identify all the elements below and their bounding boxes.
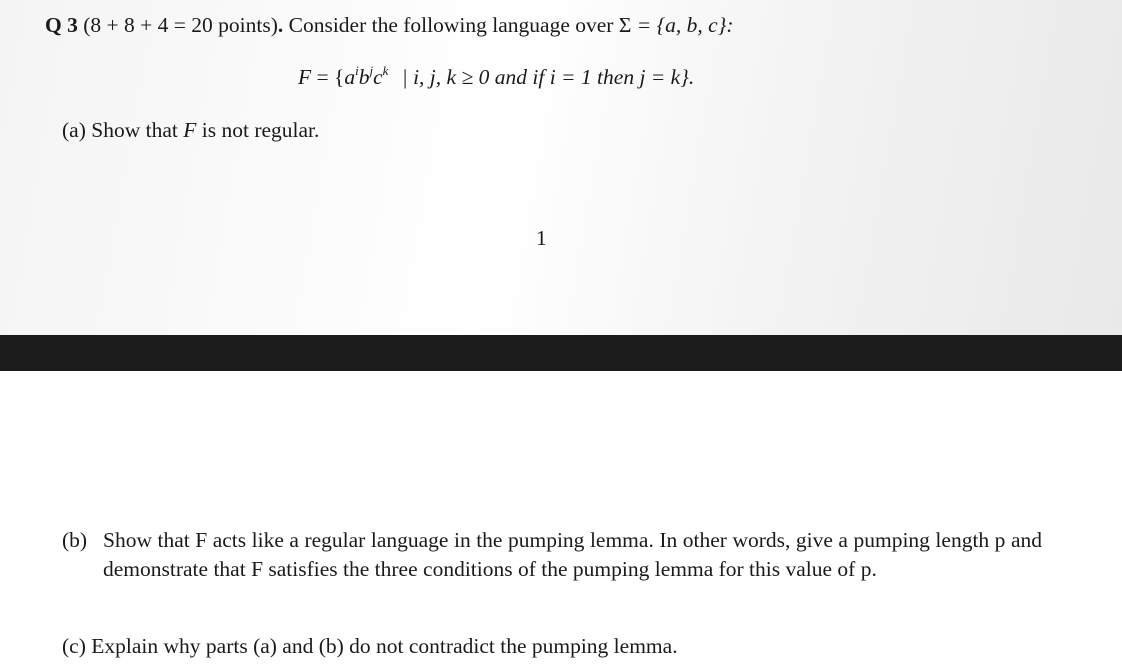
part-a-var: F [183, 118, 197, 142]
part-a-text-after: is not regular. [201, 118, 320, 142]
part-a [62, 116, 319, 145]
language-condition: | i, j, k ≥ 0 and if i = 1 then j = k}. [401, 65, 695, 89]
language-form: $a^ib^jc^k$ [344, 63, 389, 89]
question-heading: Q 3 (8 + 8 + 4 = 20 points). Consider the following language over Σ = {a, b, c}: [45, 13, 734, 37]
question-label: Q 3 [45, 13, 78, 37]
page-separator [0, 335, 1122, 371]
definition-equals: = { [316, 65, 345, 89]
part-c-label: (c) [62, 634, 86, 658]
part-b-text: Show that F acts like a regular language in the pumping lemma. In other words, give a pumping length p and demonstrate that F satisfies the three conditions of the pumping lemma for this value of p. [103, 528, 1042, 581]
page-number: 1 [536, 226, 547, 250]
page-one [0, 0, 1122, 335]
alphabet-set: = {a, b, c}: [636, 13, 734, 37]
question-intro: Consider the following language over [288, 13, 614, 37]
question-points: (8 + 8 + 4 = 20 points) [83, 13, 278, 37]
language-name: F [298, 65, 312, 89]
page-two [0, 371, 1122, 671]
part-b-label: (b) [62, 528, 88, 552]
alphabet-symbol: Σ [618, 13, 632, 37]
part-c [62, 632, 678, 661]
part-a-text-before: Show that [91, 118, 178, 142]
part-c-text: Explain why parts (a) and (b) do not contradict the pumping lemma. [91, 634, 678, 658]
language-definition [298, 63, 694, 92]
part-a-label: (a) [62, 118, 86, 142]
